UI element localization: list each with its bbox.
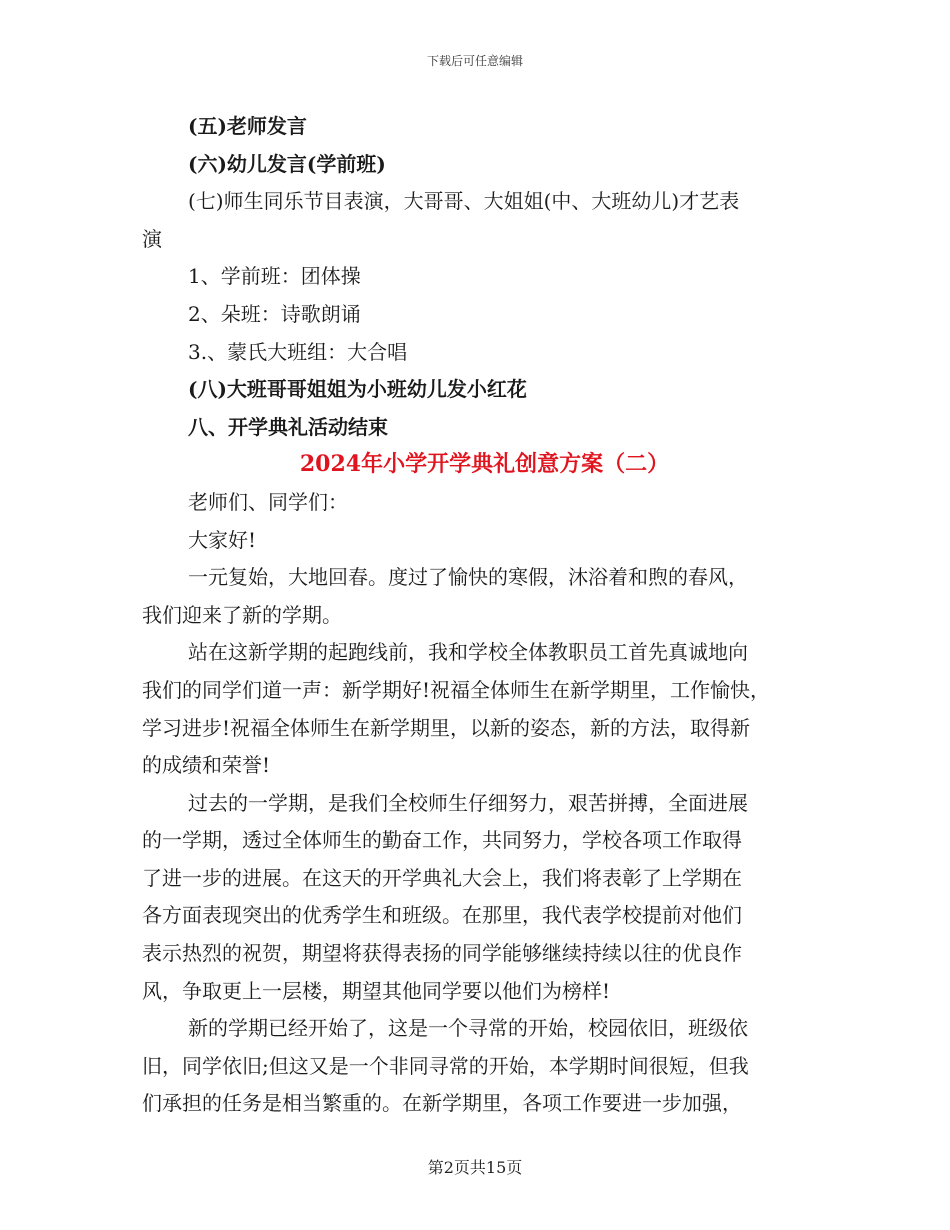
paragraph-line: 新的学期已经开始了，这是一个寻常的开始，校园依旧，班级依 <box>188 1016 748 1041</box>
paragraph-line: 过去的一学期，是我们全校师生仔细努力，艰苦拼搏，全面进展 <box>188 790 748 815</box>
paragraph-line: 我们迎来了新的学期。 <box>142 602 342 627</box>
paragraph-line: 的成绩和荣誉! <box>142 753 271 778</box>
list-item: 2、朵班：诗歌朗诵 <box>188 301 361 326</box>
paragraph-line: 学习进步!祝福全体师生在新学期里，以新的姿态，新的方法，取得新 <box>142 715 751 740</box>
paragraph-line: 我们的同学们道一声：新学期好!祝福全体师生在新学期里，工作愉快， <box>142 677 771 702</box>
paragraph-line: 各方面表现突出的优秀学生和班级。在那里，我代表学校提前对他们 <box>142 903 742 928</box>
paragraph-line: 风，争取更上一层楼，期望其他同学要以他们为榜样! <box>142 978 611 1003</box>
paragraph-line: 了进一步的进展。在这天的开学典礼大会上，我们将表彰了上学期在 <box>142 865 742 890</box>
page-header: 下载后可任意编辑 <box>426 54 523 68</box>
paragraph-line: 一元复始，大地回春。度过了愉快的寒假，沐浴着和煦的春风， <box>188 565 748 590</box>
page-footer: 第2页共15页 <box>427 1158 523 1177</box>
section-heading: (八)大班哥哥姐姐为小班幼儿发小红花 <box>188 377 527 402</box>
section-heading: (五)老师发言 <box>188 114 307 138</box>
paragraph-line: 的一学期，透过全体师生的勤奋工作，共同努力，学校各项工作取得 <box>142 828 742 853</box>
paragraph-line: (七)师生同乐节目表演，大哥哥、大姐姐(中、大班幼儿)才艺表 <box>188 189 740 214</box>
paragraph-line: 站在这新学期的起跑线前，我和学校全体教职员工首先真诚地向 <box>188 640 748 665</box>
paragraph-line: 旧，同学依旧;但这又是一个非同寻常的开始，本学期时间很短，但我 <box>142 1053 749 1078</box>
document-title: 2024年小学开学典礼创意方案（二） <box>299 451 670 478</box>
paragraph-line: 表示热烈的祝贺，期望将获得表扬的同学能够继续持续以往的优良作 <box>142 941 742 966</box>
section-heading: 八、开学典礼活动结束 <box>188 414 388 439</box>
paragraph-line: 演 <box>142 226 162 251</box>
section-heading: (六)幼儿发言(学前班) <box>188 151 386 176</box>
salutation: 老师们、同学们： <box>188 489 348 514</box>
paragraph-line: 们承担的任务是相当繁重的。在新学期里，各项工作要进一步加强， <box>142 1091 742 1116</box>
document-body <box>142 108 807 1123</box>
list-item: 1、学前班：团体操 <box>188 264 361 289</box>
greeting: 大家好! <box>188 527 257 552</box>
list-item: 3.、蒙氏大班组：大合唱 <box>188 339 408 364</box>
